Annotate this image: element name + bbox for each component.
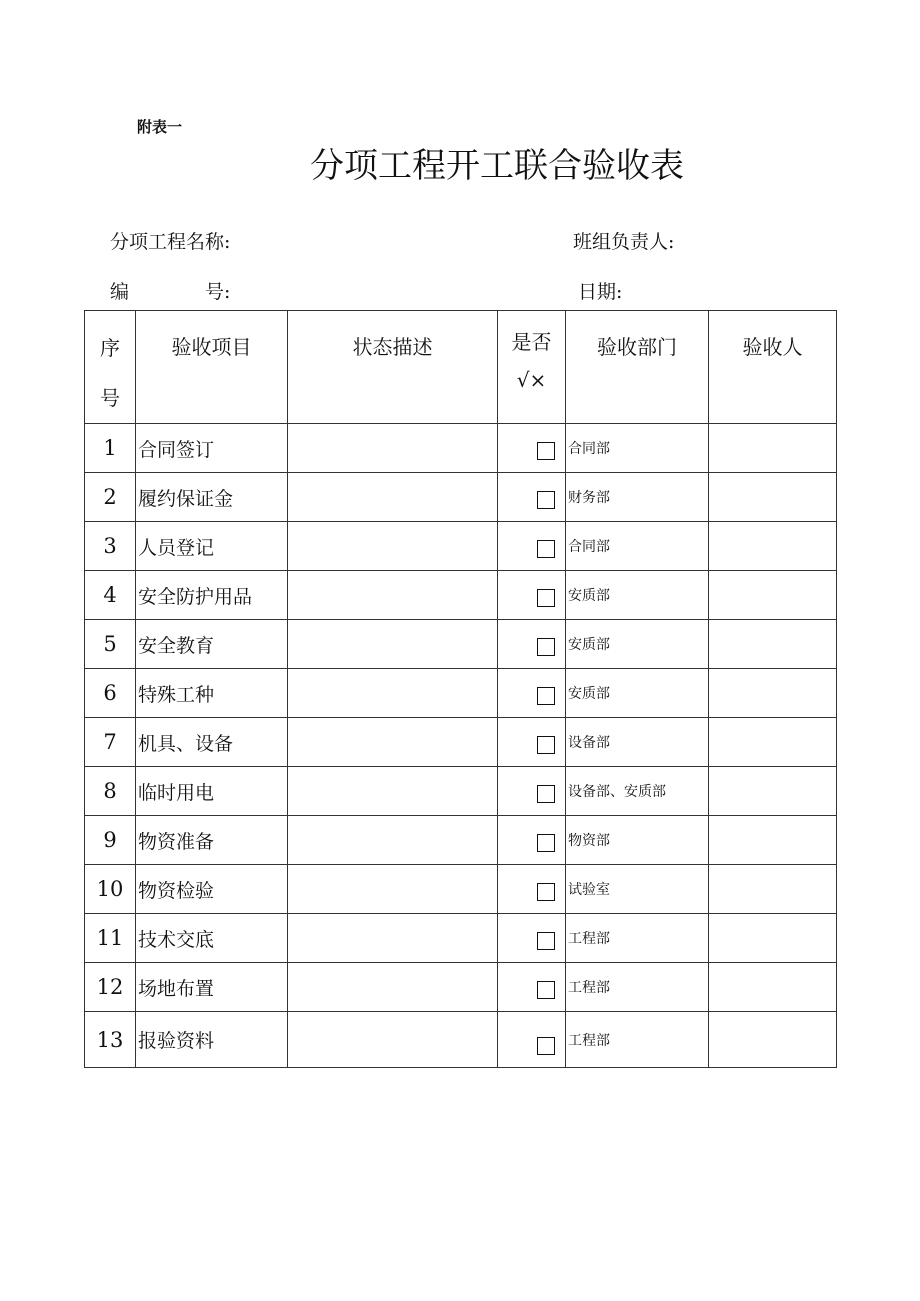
appendix-label: 附表一 bbox=[137, 118, 183, 136]
row-number: 13 bbox=[85, 1012, 136, 1068]
date-label: 日期: bbox=[578, 281, 623, 303]
row-item: 报验资料 bbox=[136, 1012, 288, 1068]
row-number: 11 bbox=[85, 914, 136, 963]
row-inspector-cell[interactable] bbox=[709, 424, 837, 473]
table-row bbox=[85, 963, 837, 1012]
row-item: 临时用电 bbox=[136, 767, 288, 816]
row-number: 2 bbox=[85, 473, 136, 522]
row-inspector-cell[interactable] bbox=[709, 669, 837, 718]
row-dept: 物资部 bbox=[566, 816, 709, 865]
header-no-bottom: 号 bbox=[100, 386, 120, 410]
checkbox-icon[interactable] bbox=[537, 589, 555, 607]
table-row bbox=[85, 816, 837, 865]
row-item: 履约保证金 bbox=[136, 473, 288, 522]
row-status-cell[interactable] bbox=[288, 816, 498, 865]
row-check-cell bbox=[498, 571, 566, 620]
table-row bbox=[85, 865, 837, 914]
row-item: 机具、设备 bbox=[136, 718, 288, 767]
row-inspector-cell[interactable] bbox=[709, 571, 837, 620]
row-check-cell bbox=[498, 620, 566, 669]
header-yes-no-top: 是否 bbox=[511, 330, 552, 354]
header-yes-no bbox=[498, 311, 566, 424]
header-inspector: 验收人 bbox=[709, 311, 837, 424]
table-row bbox=[85, 620, 837, 669]
header-no-top: 序 bbox=[100, 336, 120, 360]
row-number: 3 bbox=[85, 522, 136, 571]
row-number: 10 bbox=[85, 865, 136, 914]
row-inspector-cell[interactable] bbox=[709, 767, 837, 816]
row-status-cell[interactable] bbox=[288, 571, 498, 620]
row-dept: 工程部 bbox=[566, 1012, 709, 1068]
row-number: 9 bbox=[85, 816, 136, 865]
header-dept: 验收部门 bbox=[566, 311, 709, 424]
row-item: 特殊工种 bbox=[136, 669, 288, 718]
row-dept: 合同部 bbox=[566, 424, 709, 473]
table-row bbox=[85, 669, 837, 718]
checkbox-icon[interactable] bbox=[537, 834, 555, 852]
row-check-cell bbox=[498, 522, 566, 571]
checkbox-icon[interactable] bbox=[537, 687, 555, 705]
row-inspector-cell[interactable] bbox=[709, 816, 837, 865]
row-item: 合同签订 bbox=[136, 424, 288, 473]
table-row bbox=[85, 522, 837, 571]
row-check-cell bbox=[498, 473, 566, 522]
code-label bbox=[110, 277, 230, 304]
row-check-cell bbox=[498, 816, 566, 865]
row-number: 5 bbox=[85, 620, 136, 669]
table-header-row bbox=[85, 311, 837, 424]
row-item: 安全防护用品 bbox=[136, 571, 288, 620]
row-dept: 财务部 bbox=[566, 473, 709, 522]
row-status-cell[interactable] bbox=[288, 718, 498, 767]
checkbox-icon[interactable] bbox=[537, 932, 555, 950]
row-inspector-cell[interactable] bbox=[709, 963, 837, 1012]
row-status-cell[interactable] bbox=[288, 424, 498, 473]
row-check-cell bbox=[498, 424, 566, 473]
row-dept: 试验室 bbox=[566, 865, 709, 914]
row-check-cell bbox=[498, 865, 566, 914]
table-row bbox=[85, 914, 837, 963]
checkbox-icon[interactable] bbox=[537, 540, 555, 558]
row-dept: 设备部、安质部 bbox=[566, 767, 709, 816]
row-number: 7 bbox=[85, 718, 136, 767]
row-dept: 合同部 bbox=[566, 522, 709, 571]
header-no bbox=[85, 311, 136, 424]
row-dept: 设备部 bbox=[566, 718, 709, 767]
acceptance-table bbox=[84, 310, 837, 1068]
checkbox-icon[interactable] bbox=[537, 442, 555, 460]
row-inspector-cell[interactable] bbox=[709, 620, 837, 669]
row-dept: 安质部 bbox=[566, 669, 709, 718]
row-status-cell[interactable] bbox=[288, 522, 498, 571]
row-dept: 工程部 bbox=[566, 914, 709, 963]
row-status-cell[interactable] bbox=[288, 669, 498, 718]
row-inspector-cell[interactable] bbox=[709, 914, 837, 963]
row-number: 1 bbox=[85, 424, 136, 473]
row-number: 6 bbox=[85, 669, 136, 718]
row-check-cell bbox=[498, 963, 566, 1012]
row-dept: 安质部 bbox=[566, 620, 709, 669]
row-inspector-cell[interactable] bbox=[709, 1012, 837, 1068]
row-status-cell[interactable] bbox=[288, 767, 498, 816]
checkbox-icon[interactable] bbox=[537, 785, 555, 803]
row-item: 人员登记 bbox=[136, 522, 288, 571]
checkbox-icon[interactable] bbox=[537, 1037, 555, 1055]
row-dept: 安质部 bbox=[566, 571, 709, 620]
checkbox-icon[interactable] bbox=[537, 491, 555, 509]
form-title: 分项工程开工联合验收表 bbox=[310, 146, 684, 186]
table-row bbox=[85, 718, 837, 767]
checkbox-icon[interactable] bbox=[537, 981, 555, 999]
table-row bbox=[85, 571, 837, 620]
row-item: 物资准备 bbox=[136, 816, 288, 865]
team-leader-label: 班组负责人: bbox=[573, 231, 675, 253]
row-inspector-cell[interactable] bbox=[709, 865, 837, 914]
row-status-cell[interactable] bbox=[288, 963, 498, 1012]
table-row bbox=[85, 473, 837, 522]
table-row bbox=[85, 1012, 837, 1068]
row-item: 安全教育 bbox=[136, 620, 288, 669]
code-label-b: 号: bbox=[205, 281, 231, 303]
row-number: 8 bbox=[85, 767, 136, 816]
checkbox-icon[interactable] bbox=[537, 638, 555, 656]
row-dept: 工程部 bbox=[566, 963, 709, 1012]
row-inspector-cell[interactable] bbox=[709, 718, 837, 767]
project-name-label: 分项工程名称: bbox=[110, 231, 231, 253]
row-status-cell[interactable] bbox=[288, 620, 498, 669]
row-number: 12 bbox=[85, 963, 136, 1012]
row-inspector-cell[interactable] bbox=[709, 522, 837, 571]
checkbox-icon[interactable] bbox=[537, 736, 555, 754]
row-inspector-cell[interactable] bbox=[709, 473, 837, 522]
row-item: 技术交底 bbox=[136, 914, 288, 963]
checkbox-icon[interactable] bbox=[537, 883, 555, 901]
header-yes-no-bottom: √× bbox=[516, 368, 547, 392]
row-item: 场地布置 bbox=[136, 963, 288, 1012]
row-check-cell bbox=[498, 767, 566, 816]
row-item: 物资检验 bbox=[136, 865, 288, 914]
header-status: 状态描述 bbox=[288, 311, 498, 424]
table-row bbox=[85, 767, 837, 816]
row-number: 4 bbox=[85, 571, 136, 620]
row-status-cell[interactable] bbox=[288, 1012, 498, 1068]
row-check-cell bbox=[498, 718, 566, 767]
row-check-cell bbox=[498, 669, 566, 718]
row-check-cell bbox=[498, 1012, 566, 1068]
header-item: 验收项目 bbox=[136, 311, 288, 424]
row-status-cell[interactable] bbox=[288, 473, 498, 522]
row-status-cell[interactable] bbox=[288, 914, 498, 963]
table-row bbox=[85, 424, 837, 473]
row-check-cell bbox=[498, 914, 566, 963]
row-status-cell[interactable] bbox=[288, 865, 498, 914]
code-label-a: 编 bbox=[110, 281, 130, 303]
